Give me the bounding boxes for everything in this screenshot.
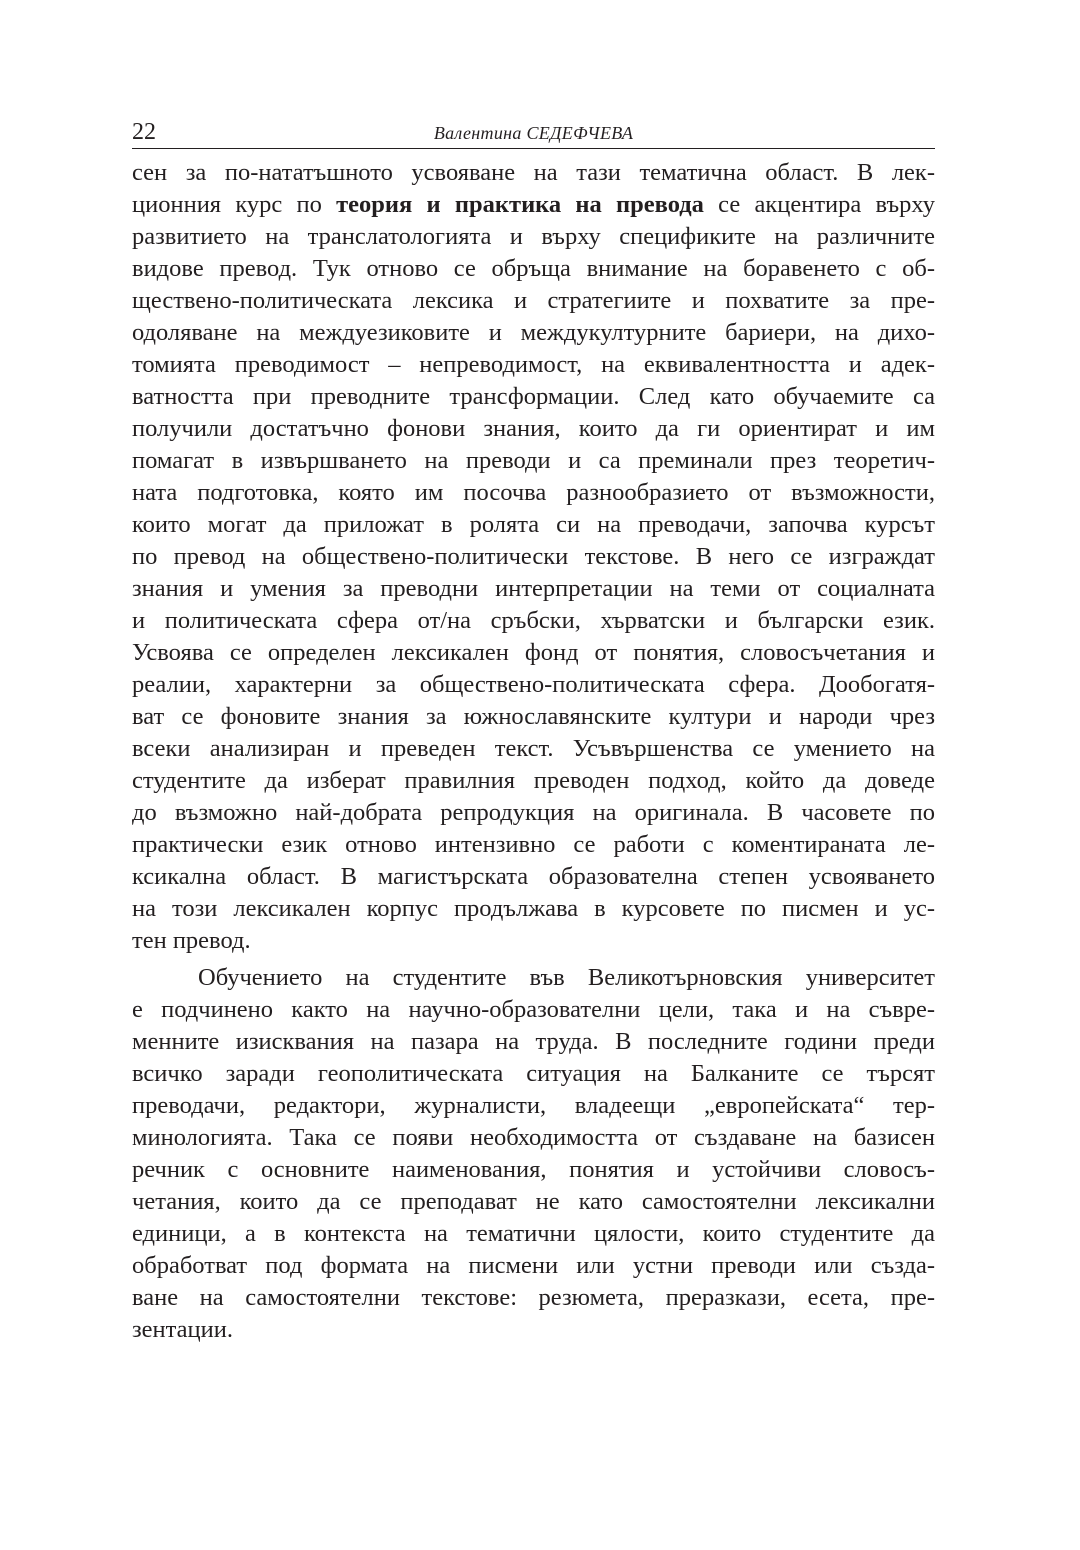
text-line: студентите да изберат правилния преводен подход, който да доведе [132,767,935,794]
text-line [132,189,935,221]
text-line: реалии, характерни за обществено-политическата сфера. Дообогатя- [132,671,935,698]
text-line: минологията. Така се появи необходимостта от създаване на базисен [132,1124,935,1151]
text-line: четания, които да се преподават не като самостоятелни лексикални [132,1188,935,1215]
text-line: сен за по-нататъшното усвояване на тази тематична област. В лек- [132,159,935,186]
text-line: и политическата сфера от/на сръбски, хърватски и български език. [132,607,935,634]
text-line: ватността при преводните трансформации. След като обучаемите са [132,383,935,410]
text-line: всеки анализиран и преведен текст. Усъвършенства се умението на [132,735,935,762]
text-segment: ционния курс по [132,191,337,218]
text-line: Обучението на студентите във Великотърновския университет [198,964,935,991]
text-line: които могат да приложат в ролята си на преводачи, започва курсът [132,511,935,538]
text-line: речник с основните наименования, понятия и устойчиви словосъ- [132,1156,935,1183]
text-line: ване на самостоятелни текстове: резюмета, преразкази, есета, пре- [132,1284,935,1311]
text-line: ната подготовка, която им посочва разнообразието от възможности, [132,479,935,506]
text-line: единици, а в контекста на тематични цялости, които студентите да [132,1220,935,1247]
text-line: помагат в извършването на преводи и са преминали през теоретич- [132,447,935,474]
text-line: получили достатъчно фонови знания, които да ги ориентират и им [132,415,935,442]
text-line: томията преводимост – непреводимост, на еквивалентността и адек- [132,351,935,378]
text-line: на този лексикален корпус продължава в курсовете по писмен и ус- [132,895,935,922]
paragraph-2 [132,962,935,1346]
text-line: до възможно най-добрата репродукция на оригинала. В часовете по [132,799,935,826]
text-line: по превод на обществено-политически текстове. В него се изграждат [132,543,935,570]
text-line: обработват под формата на писмени или устни преводи или създа- [132,1252,935,1279]
text-line: одоляване на междуезиковите и междукултурните бариери, на дихо- [132,319,935,346]
header-author: Валентина СЕДЕФЧЕВА [433,123,634,143]
text-line: менните изисквания на пазара на труда. В последните години преди [132,1028,935,1055]
text-line: видове превод. Тук отново се обръща внимание на боравенето с об- [132,255,935,282]
page-number: 22 [132,119,156,145]
text-line: зентации. [132,1316,234,1343]
text-line: развитието на транслатологията и върху спецификите на различните [132,223,935,250]
text-line: ксикална област. В магистърската образователна степен усвояването [132,863,935,890]
text-line: всичко заради геополитическата ситуация на Балканите се търсят [132,1060,935,1087]
body-text [132,157,935,1346]
text-line: практически език отново интензивно се работи с коментираната ле- [132,831,935,858]
paragraph-1 [132,157,935,957]
bold-term: теория и практика на превода [336,191,704,218]
text-segment: се акцентира върху [703,191,935,218]
text-line: преводачи, редактори, журналисти, владеещи „европейската“ тер- [132,1092,935,1119]
text-line: е подчинено както на научно-образователни цели, така и на съвре- [132,996,935,1023]
text-line: ват се фоновите знания за южнославянските култури и народи чрез [132,703,935,730]
text-line: знания и умения за преводни интерпретации на теми от социалната [132,575,935,602]
text-line: Усвоява се определен лексикален фонд от понятия, словосъчетания и [132,639,935,666]
text-line: тен превод. [132,927,251,954]
text-line: ществено-политическата лексика и стратегиите и похватите за пре- [132,287,935,314]
running-header [132,112,935,149]
